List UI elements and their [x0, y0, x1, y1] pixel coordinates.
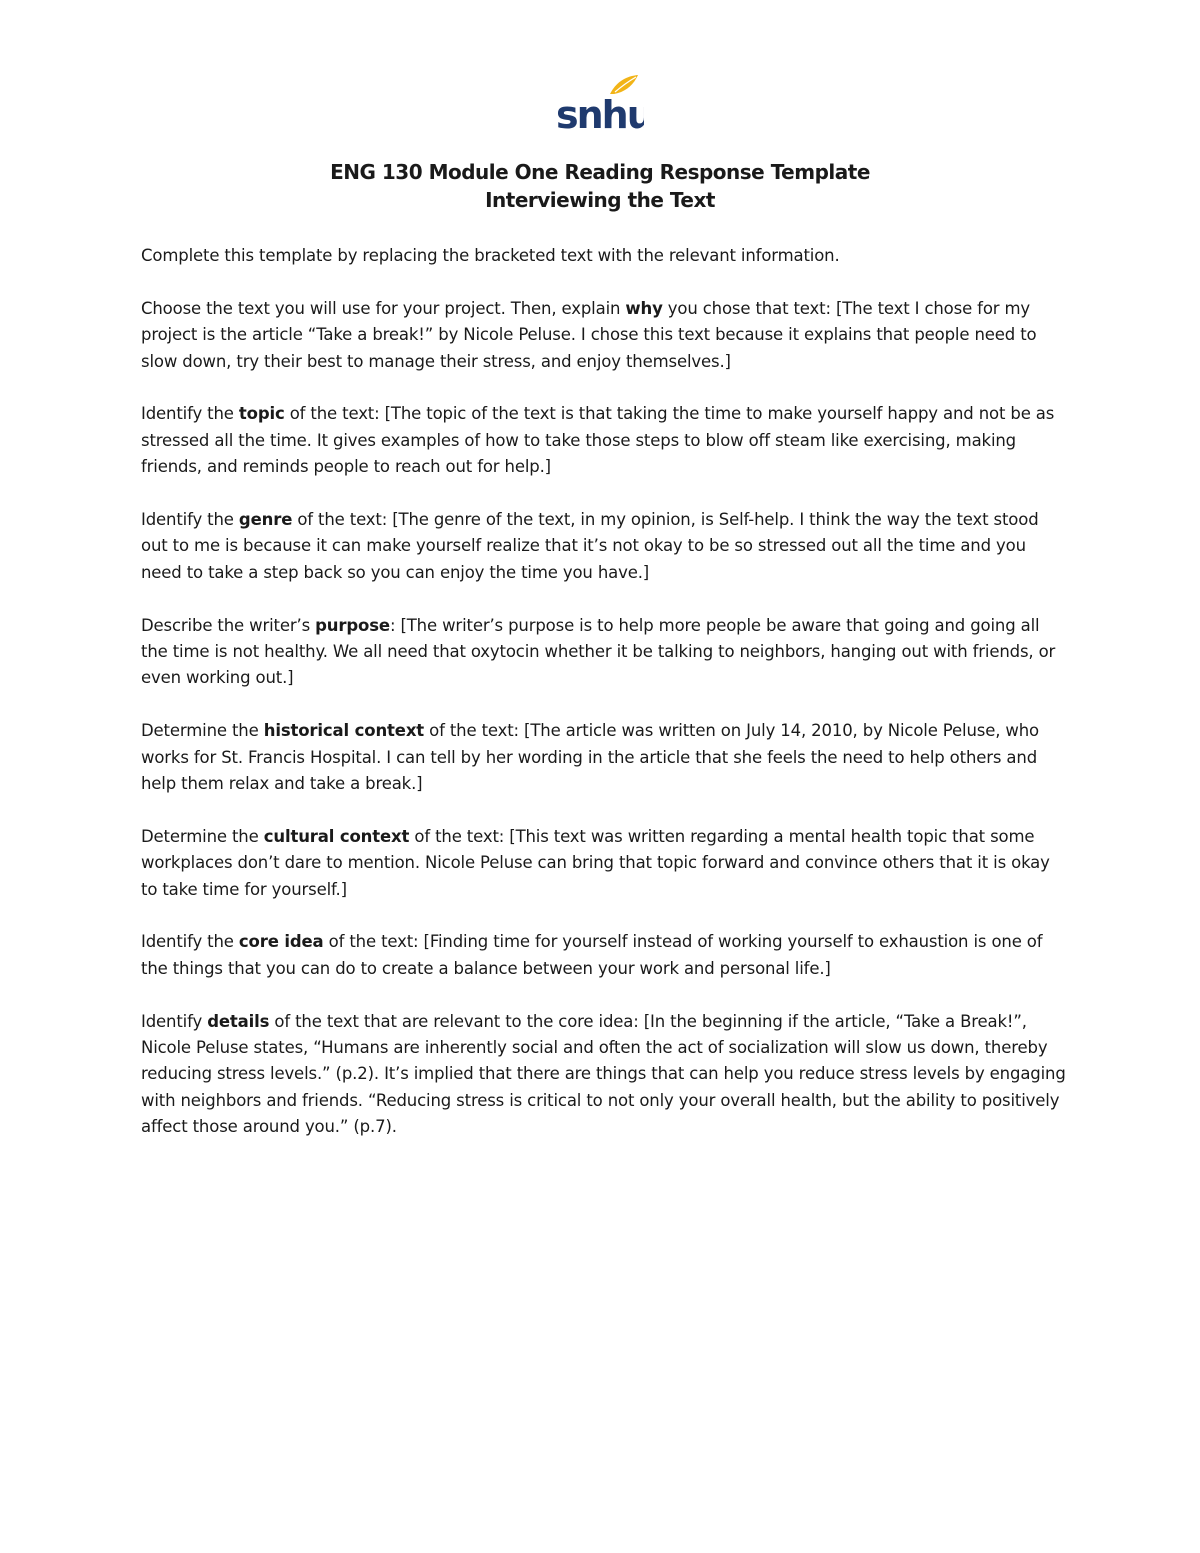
document-body — [141, 243, 1066, 1167]
instructions: Complete this template by replacing the bracketed text with the relevant information. — [141, 246, 840, 265]
response-why: [The text I chose for my project is the article “Take a break!” by Nicole Peluse. I chose this text because it explains that people need to slow down, try their best to manage their stress, and enjoy themselves.] — [141, 298, 1037, 371]
section-cultural-context: Determine the cultural context of the text: [This text was written regarding a mental health topic that some workplaces don’t dare to mention. Nicole Peluse can bring that topic forward and convince others that it is okay to take time for yourself.] — [141, 826, 1050, 899]
keyword-topic: topic — [238, 404, 285, 424]
section-details: Identify details of the text that are relevant to the core idea: [In the beginning if the article, “Take a Break!”, Nicole Peluse states, “Humans are inherently social and often the act of socialization will slow us down, thereby reducing stress levels.” (p.2). It’s implied that there are things that can help you reduce stress levels by engaging with neighbors and friends. “Reducing stress is critical to not only your overall health, but the ability to positively affect those around you.” (p.7). — [141, 1011, 1066, 1137]
section-core-idea: Identify the core idea of the text: [Finding time for yourself instead of working yourself to exhaustion is one of the things that you can do to create a balance between your work and personal life.] — [141, 932, 1043, 978]
title-line-2: Interviewing the Text — [485, 188, 715, 212]
keyword-cultural-context: cultural context — [263, 826, 410, 846]
section-why: Choose the text you will use for your project. Then, explain why you chose that text: [The text I chose for my project is the article “Take a break!” by Nicole Peluse. I chose this text because it explains that people need to slow down, try their best to manage their stress, and enjoy themselves.] — [141, 298, 1037, 371]
response-purpose: [The writer’s purpose is to help more people be aware that going and going all the time is not healthy. We all need that oxytocin whether it be talking to neighbors, hanging out with friends, or even working out.] — [141, 615, 1056, 688]
section-purpose: Describe the writer’s purpose: [The writer’s purpose is to help more people be aware that going and going all the time is not healthy. We all need that oxytocin whether it be talking to neighbors, hanging out with friends, or even working out.] — [141, 615, 1056, 688]
keyword-why: why — [625, 298, 663, 318]
keyword-purpose: purpose — [315, 615, 390, 635]
snhu-logo — [552, 72, 644, 134]
response-details: [In the beginning if the article, “Take a Break!”, Nicole Peluse states, “Humans are inherently social and often the act of socialization will slow us down, thereby reducing stress levels.” (p.2). It’s implied that there are things that can help you reduce stress levels by engaging with neighbors and friends. “Reducing stress is critical to not only your overall health, but the ability to positively affect those around you.” (p.7). — [141, 1011, 1066, 1137]
snhu-logo-graphic — [552, 72, 644, 134]
response-historical-context: [The article was written on July 14, 2010, by Nicole Peluse, who works for St. Francis Hospital. I can tell by her wording in the article that she feels the need to help others and help them relax and take a break.] — [141, 721, 1039, 794]
svg-text:snhu: snhu — [556, 93, 644, 134]
response-topic: [The topic of the text is that taking the time to make yourself happy and not be as stressed all the time. It gives examples of how to take those steps to blow off steam like exercising, making friends, and reminds people to reach out for help.] — [141, 404, 1055, 477]
document-title — [0, 158, 1200, 214]
keyword-genre: genre — [238, 510, 293, 530]
section-historical-context: Determine the historical context of the text: [The article was written on July 14, 2010, by Nicole Peluse, who works for St. Francis Hospital. I can tell by her wording in the article that she feels the need to help others and help them relax and take a break.] — [141, 721, 1039, 794]
section-topic: Identify the topic of the text: [The topic of the text is that taking the time to make yourself happy and not be as stressed all the time. It gives examples of how to take those steps to blow off steam like exercising, making friends, and reminds people to reach out for help.] — [141, 404, 1055, 477]
section-genre: Identify the genre of the text: [The genre of the text, in my opinion, is Self-help. I think the way the text stood out to me is because it can make yourself realize that it’s not okay to be so stressed out all the time and you need to take a step back so you can enjoy the time you have.] — [141, 510, 1039, 582]
keyword-details: details — [207, 1011, 270, 1031]
response-cultural-context: [This text was written regarding a mental health topic that some workplaces don’t dare to mention. Nicole Peluse can bring that topic forward and convince others that it is okay to take time for yourself.] — [141, 826, 1050, 899]
keyword-core-idea: core idea — [238, 932, 324, 952]
title-line-1: ENG 130 Module One Reading Response Template — [330, 160, 870, 184]
keyword-historical-context: historical context — [263, 721, 425, 741]
response-genre: [The genre of the text, in my opinion, is Self-help. I think the way the text stood out to me is because it can make yourself realize that it’s not okay to be so stressed out all the time and you need to take a step back so you can enjoy the time you have.] — [141, 510, 1039, 582]
response-core-idea: [Finding time for yourself instead of working yourself to exhaustion is one of the things that you can do to create a balance between your work and personal life.] — [141, 932, 1043, 978]
